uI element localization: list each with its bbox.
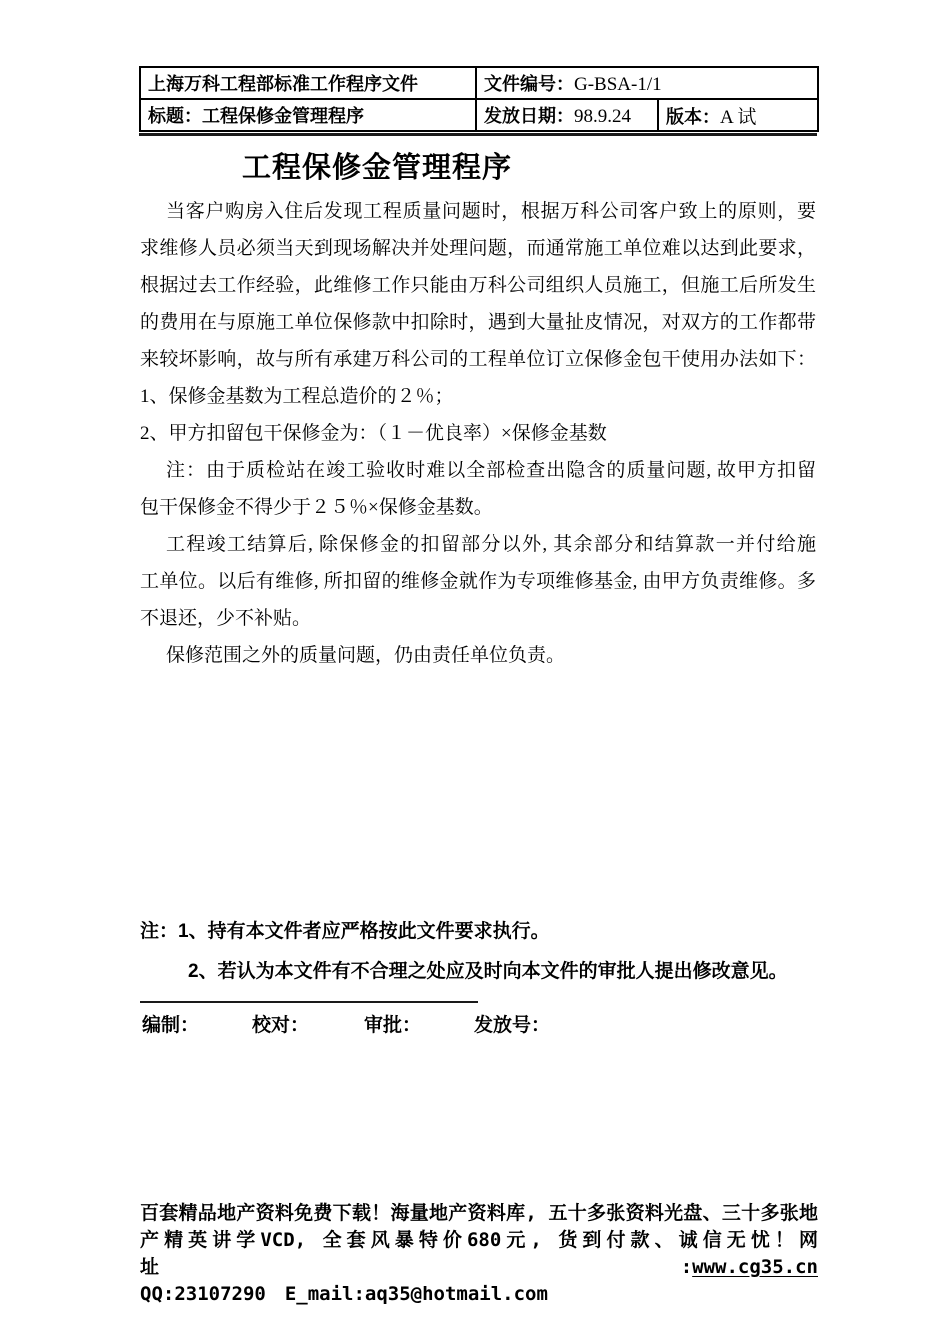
signoff-label-checked: 校对： — [252, 1015, 310, 1036]
header-title-cell — [140, 99, 476, 131]
paragraph-line: 的费用在与原施工单位保修款中扣除时，遇到大量扯皮情况，对双方的工作都带 — [140, 312, 816, 333]
title-label: 标题： — [148, 106, 202, 126]
version-label: 版本： — [666, 106, 720, 127]
header-version-cell — [658, 99, 818, 131]
header-table — [139, 66, 819, 132]
paragraph-line: 来较坏影响，故与所有承建万科公司的工程单位订立保修金包干使用办法如下： — [140, 349, 816, 370]
paragraph-line: 包干保修金不得少于２５％×保修金基数。 — [140, 497, 493, 518]
doc-no-label: 文件编号： — [484, 74, 574, 94]
title-value: 工程保修金管理程序 — [202, 106, 364, 126]
footnotes — [140, 912, 816, 992]
paragraph-line: 当客户购房入住后发现工程质量问题时，根据万科公司客户致上的原则，要 — [166, 201, 816, 222]
footnote-line: 注：1、持有本文件者应严格按此文件要求执行。 — [140, 921, 550, 942]
paragraph-line: 工程竣工结算后, 除保修金的扣留部分以外, 其余部分和结算款一并付给施 — [166, 534, 816, 555]
paragraph-line: 工单位。以后有维修, 所扣留的维修金就作为专项维修基金, 由甲方负责维修。多 — [140, 571, 816, 592]
doc-no-value: G-BSA-1/1 — [574, 74, 662, 95]
page-title: 工程保修金管理程序 — [242, 152, 513, 184]
issue-date-label: 发放日期： — [484, 106, 574, 126]
ad-line — [140, 1227, 818, 1281]
paragraph-line: 求维修人员必须当天到现场解决并处理问题，而通常施工单位难以达到此要求， — [140, 238, 816, 259]
version-value: A 试 — [720, 106, 757, 128]
footnote-line: 2、若认为本文件有不合理之处应及时向本文件的审批人提出修改意见。 — [188, 961, 788, 982]
footer-ad — [140, 1200, 818, 1308]
header-date-cell — [476, 99, 658, 131]
paragraph-line: 注：由于质检站在竣工验收时难以全部检查出隐含的质量问题, 故甲方扣留 — [166, 460, 816, 481]
ad-line-text: 产精英讲学VCD, 全套风暴特价680元, 货到付款、诚信无忧！网址: — [140, 1229, 818, 1278]
ad-line-contact: QQ:23107290 E_mail:aq35@hotmail.com — [140, 1283, 548, 1305]
signoff-label-approved: 审批： — [364, 1015, 422, 1036]
paragraph-line: 不退还，少不补贴。 — [140, 608, 312, 629]
document-body — [140, 193, 816, 674]
signoff-row — [140, 1010, 816, 1036]
ad-url-link[interactable]: www.cg35.cn — [692, 1256, 818, 1278]
header-docno-cell — [476, 67, 818, 99]
list-item: 2、甲方扣留包干保修金为：（１－优良率）×保修金基数 — [140, 423, 607, 444]
paragraph-line: 保修范围之外的质量问题，仍由责任单位负责。 — [166, 645, 566, 666]
ad-line: 百套精品地产资料免费下载！海量地产资料库, 五十多张资料光盘、三十多张地 — [140, 1202, 818, 1224]
header-divider — [139, 133, 817, 136]
list-item: 1、保修金基数为工程总造价的２％； — [140, 386, 454, 407]
header-org-cell: 上海万科工程部标准工作程序文件 — [140, 67, 476, 99]
signoff-label-issue-no: 发放号： — [474, 1015, 551, 1036]
paragraph-line: 根据过去工作经验，此维修工作只能由万科公司组织人员施工，但施工后所发生 — [140, 275, 816, 296]
issue-date-value: 98.9.24 — [574, 106, 631, 127]
signoff-divider — [140, 1001, 478, 1003]
signoff-label-prepared: 编制： — [142, 1015, 200, 1036]
